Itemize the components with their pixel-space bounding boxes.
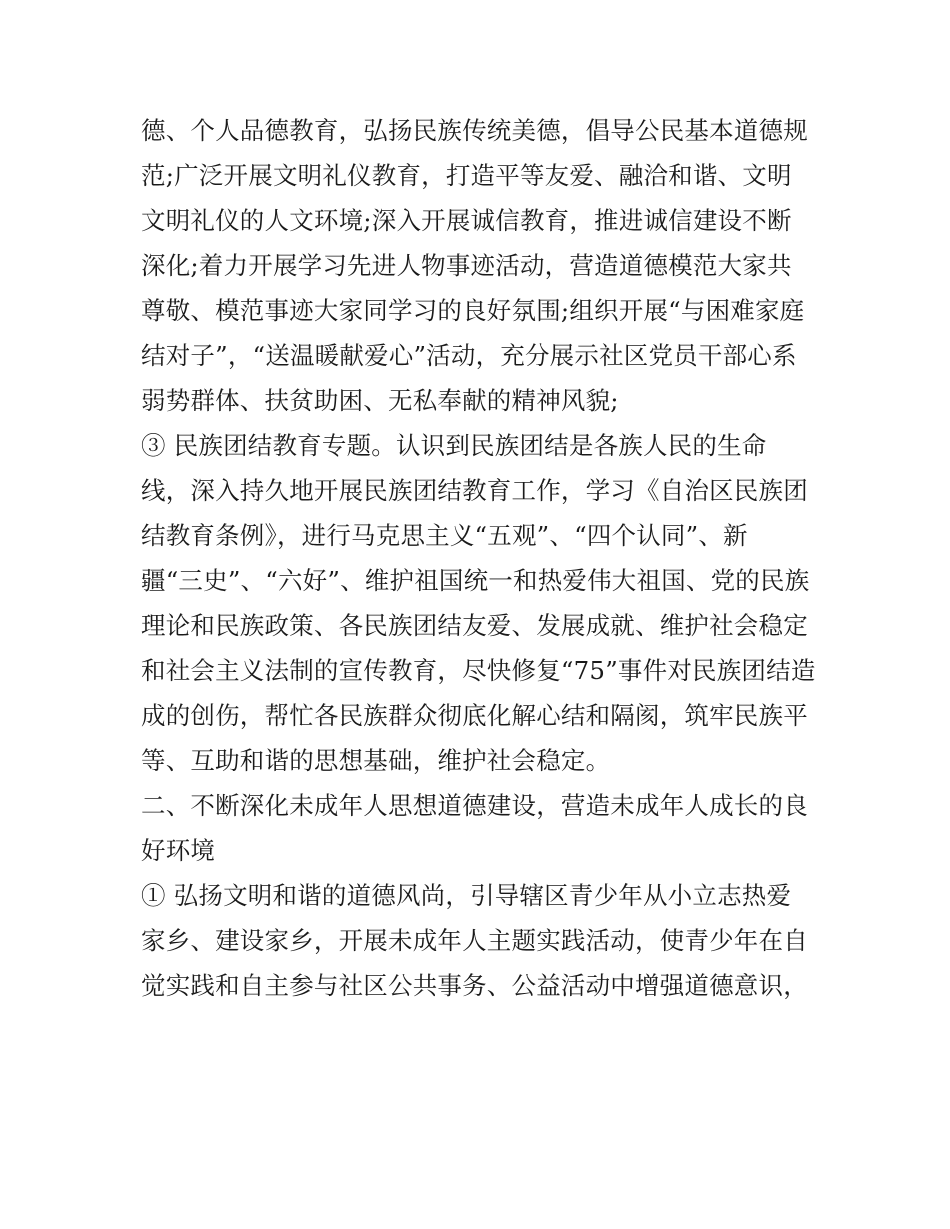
text-line: 成的创伤，帮忙各民族群众彻底化解心结和隔阂，筑牢民族平 <box>141 701 808 730</box>
text-line: 二、不断深化未成年人思想道德建设，营造未成年人成长的良 <box>141 791 808 820</box>
text-line: 弱势群体、扶贫助困、无私奉献的精神风貌; <box>141 386 619 415</box>
text-line: 线，深入持久地开展民族团结教育工作，学习《自治区民族团 <box>141 476 808 505</box>
text-line: 疆“三史”、“六好”、维护祖国统一和热爱伟大祖国、党的民族 <box>141 566 810 595</box>
text-line: 深化;着力开展学习先进人物事迹活动，营造道德模范大家共 <box>141 251 792 280</box>
text-line: 德、个人品德教育，弘扬民族传统美德，倡导公民基本道德规 <box>141 116 808 145</box>
text-line: 好环境 <box>141 836 216 865</box>
text-line: 文明礼仪的人文环境;深入开展诚信教育，推进诚信建设不断 <box>141 206 792 235</box>
text-line: ③ 民族团结教育专题。认识到民族团结是各族人民的生命 <box>141 431 767 460</box>
text-line: 等、互助和谐的思想基础，维护社会稳定。 <box>141 746 611 775</box>
body-text <box>141 108 821 1008</box>
text-line: ① 弘扬文明和谐的道德风尚，引导辖区青少年从小立志热爱 <box>141 881 792 910</box>
text-line: 理论和民族政策、各民族团结友爱、发展成就、维护社会稳定 <box>141 611 808 640</box>
text-line: 范;广泛开展文明礼仪教育，打造平等友爱、融洽和谐、文明 <box>141 161 792 190</box>
text-line: 和社会主义法制的宣传教育，尽快修复“75”事件对民族团结造 <box>141 656 816 685</box>
text-line: 觉实践和自主参与社区公共事务、公益活动中增强道德意识， <box>141 971 808 1000</box>
text-line: 结对子”，“送温暖献爱心”活动，充分展示社区党员干部心系 <box>141 341 797 370</box>
text-line: 尊敬、模范事迹大家同学习的良好氛围;组织开展“与困难家庭 <box>141 296 805 325</box>
text-line: 结教育条例》，进行马克思主义“五观”、“四个认同”、新 <box>141 521 748 550</box>
text-line: 家乡、建设家乡，开展未成年人主题实践活动，使青少年在自 <box>141 926 808 955</box>
